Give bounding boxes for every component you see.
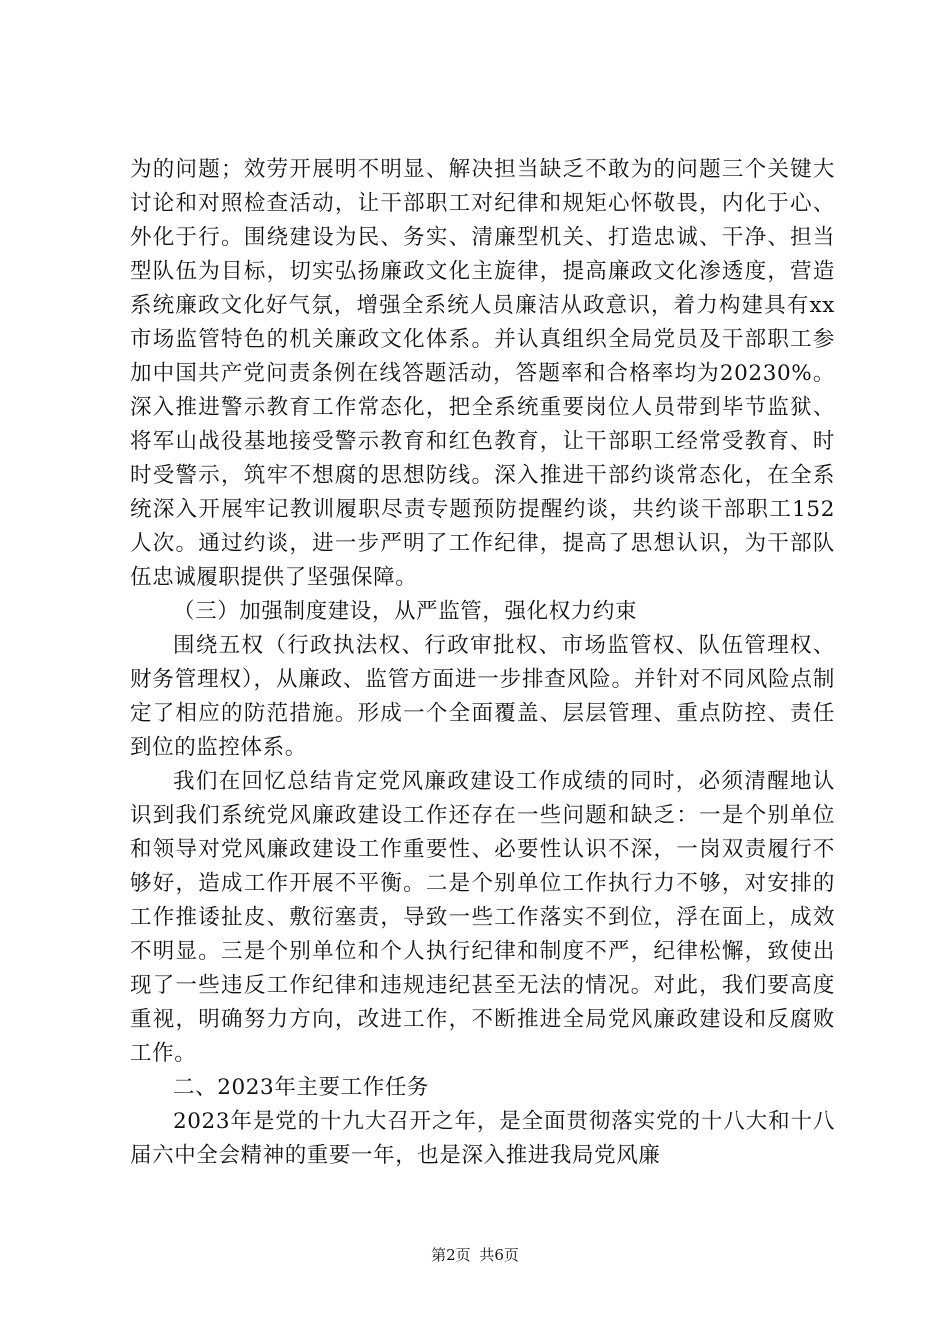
paragraph-problems: 我们在回忆总结肯定党风廉政建设工作成绩的同时，必须清醒地认识到我们系统党风廉政建设工作还存在一些问题和缺乏：一是个别单位和领导对党风廉政建设工作重要性、必要性认识不深，一岗双责履行不够好，造成工作开展不平衡。二是个别单位工作执行力不够，对安排的工作推诿扯皮、敷衍塞责，导致一些工作落实不到位，浮在面上，成效不明显。三是个别单位和个人执行纪律和制度不严，纪律松懈，致使出现了一些违反工作纪律和违规违纪甚至无法的情况。对此，我们要高度重视，明确努力方向，改进工作，不断推进全局党风廉政建设和反腐败工作。 [130,769,835,1066]
paragraph-2023-intro: 2023年是党的十九大召开之年，是全面贯彻落实党的十八大和十八届六中全会精神的重要一年，也是深入推进我局党风廉 [130,1109,835,1168]
page-total: 共6页 [479,1246,519,1264]
page-number: 第2页 [431,1246,471,1264]
paragraph-discipline-education: 为的问题；效劳开展明不明显、解决担当缺乏不敢为的问题三个关键大讨论和对照检查活动，让干部职工对纪律和规矩心怀敬畏，内化于心、外化于行。围绕建设为民、务实、清廉型机关、打造忠诚、干净、担当型队伍为目标，切实弘扬廉政文化主旋律，提高廉政文化渗透度，营造系统廉政文化好气氛，增强全系统人员廉洁从政意识，着力构建具有xx市场监管特色的机关廉政文化体系。并认真组织全局党员及干部职工参加中国共产党问责条例在线答题活动，答题率和合格率均为20230%。深入推进警示教育工作常态化，把全系统重要岗位人员带到毕节监狱、将军山战役基地接受警示教育和红色教育，让干部职工经常受教育、时时受警示，筑牢不想腐的思想防线。深入推进干部约谈常态化，在全系统深入开展牢记教训履职尽责专题预防提醒约谈，共约谈干部职工152人次。通过约谈，进一步严明了工作纪律，提高了思想认识，为干部队伍忠诚履职提供了坚强保障。 [130,157,835,590]
page-footer [0,1244,950,1265]
paragraph-five-powers: 围绕五权（行政执法权、行政审批权、市场监管权、队伍管理权、财务管理权），从廉政、监管方面进一步排查风险。并针对不同风险点制定了相应的防范措施。形成一个全面覆盖、层层管理、重点防控、责任到位的监控体系。 [130,633,835,760]
section-heading-main-tasks: 二、2023年主要工作任务 [173,1075,430,1100]
section-heading-system-building: （三）加强制度建设，从严监管，强化权力约束 [173,599,638,624]
document-body [130,153,835,1173]
